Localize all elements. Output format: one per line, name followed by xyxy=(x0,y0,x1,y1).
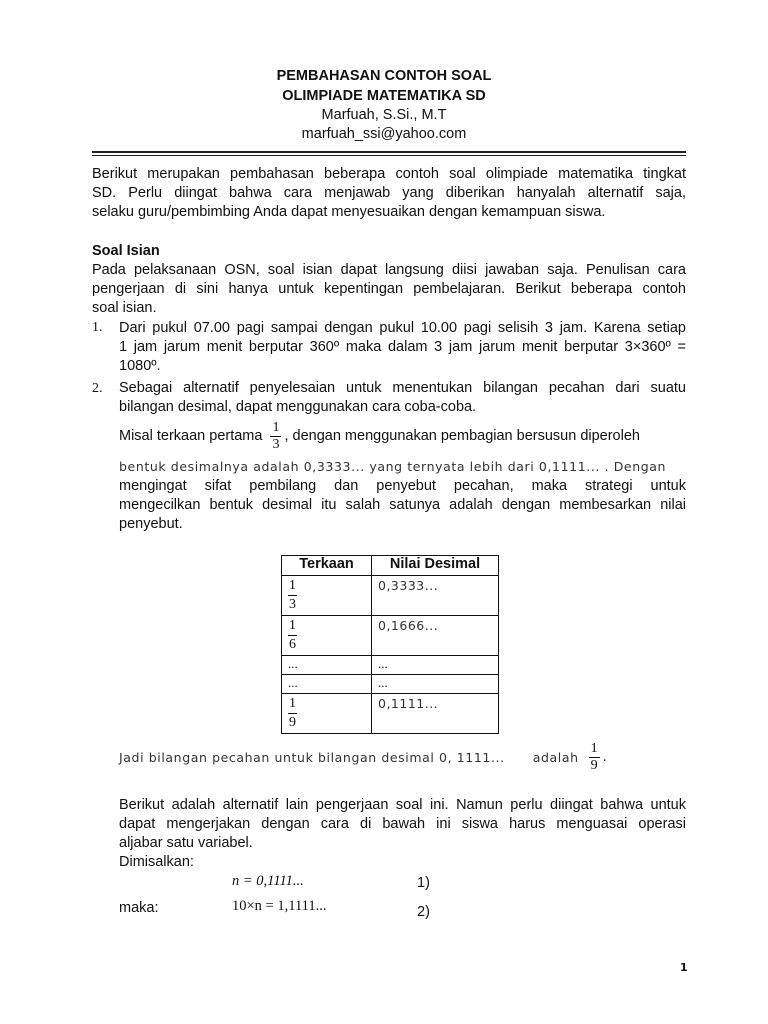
section-paragraph xyxy=(92,261,686,318)
fraction-denominator: 9 xyxy=(590,758,598,773)
fraction-numerator: 1 xyxy=(288,695,297,714)
table-header-terkaan: Terkaan xyxy=(282,556,372,576)
table-cell-value xyxy=(372,616,499,656)
section-line: pengerjaan di sini hanya untuk kepentingan pembelajaran. Berikut beberapa contoh xyxy=(92,281,686,297)
bentuk-line: bentuk desimalnya adalah 0,3333... yang ternyata lebih dari 0,1111... . Dengan xyxy=(119,459,667,474)
misal-text-before: Misal terkaan pertama xyxy=(119,428,263,444)
cell-value: 0,3333... xyxy=(378,578,439,593)
item-2-text xyxy=(119,379,686,417)
fraction-numerator: 1 xyxy=(288,577,297,596)
title-line-2: OLIMPIADE MATEMATIKA SD xyxy=(282,88,486,104)
alt-dimisalkan: Dimisalkan: xyxy=(119,854,194,870)
item-2-cont-line: penyebut. xyxy=(119,516,183,532)
item-1-line: 1 jam jarum menit berputar 360º maka dalam 3 jam jarum menit berputar 3×360º = xyxy=(119,339,686,355)
table-cell-value: ... xyxy=(372,675,499,694)
fraction-denominator: 3 xyxy=(289,597,296,612)
item-2-line: bilangan desimal, dapat menggunakan cara coba-coba. xyxy=(119,399,477,415)
table-cell-guess xyxy=(282,694,372,734)
guess-table xyxy=(281,555,499,734)
table-row xyxy=(282,616,499,656)
intro-line: Berikut merupakan pembahasan beberapa contoh soal olimpiade matematika tingkat xyxy=(92,166,686,182)
cell-fraction xyxy=(288,577,297,614)
table-row xyxy=(282,576,499,616)
cell-value: 0,1111... xyxy=(378,696,439,711)
misal-text-after: , dengan menggunakan pembagian bersusun diperoleh xyxy=(284,428,640,444)
alt-line: dapat mengerjakan dengan cara di bawah ini siswa harus menguasai operasi xyxy=(119,816,686,832)
equation-2: 10×n = 1,1111... xyxy=(232,898,327,914)
misal-line xyxy=(119,420,686,453)
table-cell-guess: ... xyxy=(282,675,372,694)
page-number: 1 xyxy=(680,961,688,974)
section-line: soal isian. xyxy=(92,300,157,316)
conclusion-line xyxy=(119,741,607,774)
alt-paragraph xyxy=(119,796,686,872)
maka-label: maka: xyxy=(119,900,159,916)
table-cell-guess xyxy=(282,616,372,656)
table-cell-guess: ... xyxy=(282,656,372,675)
conclusion-adalah: adalah xyxy=(532,750,579,765)
item-2-number: 2. xyxy=(92,381,103,396)
table-row xyxy=(282,656,499,675)
table-cell-value xyxy=(372,694,499,734)
table-header-row xyxy=(282,556,499,576)
conclusion-text: Jadi bilangan pecahan untuk bilangan desimal 0, 1111... xyxy=(119,750,505,765)
misal-fraction xyxy=(270,420,281,453)
intro-paragraph xyxy=(92,165,686,222)
section-line: Pada pelaksanaan OSN, soal isian dapat langsung diisi jawaban saja. Penulisan cara xyxy=(92,262,686,278)
table-cell-value xyxy=(372,576,499,616)
title-line-1: PEMBAHASAN CONTOH SOAL xyxy=(276,68,492,84)
intro-line: SD. Perlu diingat bahwa cara menjawab yang diberikan hanyalah alternatif saja, xyxy=(92,185,686,201)
table-header-nilai-desimal: Nilai Desimal xyxy=(372,556,499,576)
fraction-numerator: 1 xyxy=(288,617,297,636)
fraction-denominator: 9 xyxy=(289,715,296,730)
header-rule-thick xyxy=(92,151,686,153)
intro-line: selaku guru/pembimbing Anda dapat menyesuaikan dengan kemampuan siswa. xyxy=(92,204,606,220)
alt-line: aljabar satu variabel. xyxy=(119,835,253,851)
item-1-text xyxy=(119,319,686,376)
fraction-numerator: 1 xyxy=(272,420,280,435)
item-1-line: Dari pukul 07.00 pagi sampai dengan pukul 10.00 pagi selisih 3 jam. Karena setiap xyxy=(119,320,686,336)
author-name: Marfuah, S.Si., M.T xyxy=(321,107,447,123)
cell-fraction xyxy=(288,695,297,732)
item-2-continuation xyxy=(119,477,686,534)
fraction-denominator: 6 xyxy=(289,637,296,652)
cell-value: 0,1666... xyxy=(378,618,439,633)
table-row xyxy=(282,694,499,734)
conclusion-fraction xyxy=(589,741,600,774)
equation-1: n = 0,1111... xyxy=(232,873,304,889)
cell-fraction xyxy=(288,617,297,654)
item-1-line: 1080º. xyxy=(119,358,161,374)
fraction-numerator: 1 xyxy=(590,741,598,756)
alt-line: Berikut adalah alternatif lain pengerjaan soal ini. Namun perlu diingat bahwa untuk xyxy=(119,797,686,813)
table-cell-guess xyxy=(282,576,372,616)
table-row xyxy=(282,675,499,694)
conclusion-period: . xyxy=(602,749,607,765)
equation-1-label: 1) xyxy=(417,875,430,891)
table-cell-value: ... xyxy=(372,656,499,675)
header-rule-thin xyxy=(92,155,686,156)
item-1-number: 1. xyxy=(92,320,103,335)
fraction-denominator: 3 xyxy=(272,437,280,452)
item-2-line: Sebagai alternatif penyelesaian untuk menentukan bilangan pecahan dari suatu xyxy=(119,380,686,396)
author-email: marfuah_ssi@yahoo.com xyxy=(301,126,467,142)
equation-2-label: 2) xyxy=(417,904,430,920)
item-2-cont-line: mengecilkan bentuk desimal itu salah satunya adalah dengan membesarkan nilai xyxy=(119,497,686,513)
section-heading: Soal Isian xyxy=(92,243,160,259)
item-2-cont-line: mengingat sifat pembilang dan penyebut pecahan, maka strategi untuk xyxy=(119,478,686,494)
